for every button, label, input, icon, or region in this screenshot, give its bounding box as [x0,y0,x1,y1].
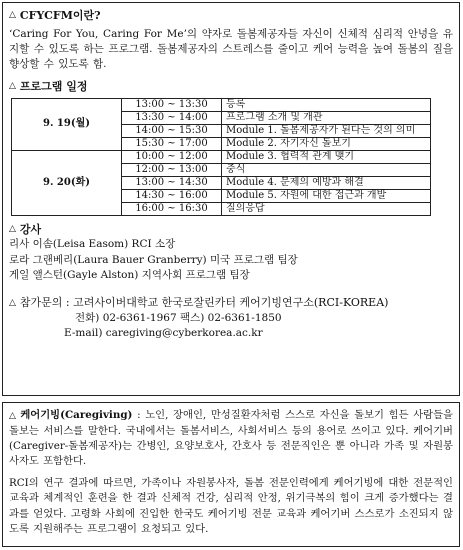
inquiry-label: 참가문의 : [19,296,74,310]
schedule-event: Module 3. 협력적 관계 맺기 [222,150,431,163]
triangle-bullet-icon: △ [9,223,16,234]
instructors-heading [9,222,453,238]
table-row [12,150,431,163]
schedule-time: 13:00 ~ 14:30 [122,176,222,189]
schedule-time: 13:00 ~ 13:30 [122,98,222,111]
schedule-time: 14:00 ~ 15:30 [122,124,222,137]
table-row [12,98,431,111]
inquiry-email: E-mail) caregiving@cyberkorea.ac.kr [64,327,263,340]
program-info-box [2,2,460,396]
schedule-event: 질의응답 [222,202,431,215]
schedule-time: 13:30 ~ 14:00 [122,111,222,124]
schedule-event: 중식 [222,163,431,176]
about-heading [9,8,453,24]
inquiry-phone: 전화) 02-6361-1967 팩스) 02-6361-1850 [75,312,282,325]
instructor-item: 리사 이솜(Leisa Easom) RCI 소장 [9,238,176,251]
schedule-table [11,98,431,216]
schedule-time: 16:00 ~ 16:30 [122,202,222,215]
triangle-bullet-icon: △ [9,10,16,21]
instructor-item: 로라 그랜베리(Laura Bauer Granberry) 미국 프로그램 팀장 [9,253,298,266]
instructor-item: 게일 앨스턴(Gayle Alston) 지역사회 프로그램 팀장 [9,268,250,281]
inquiry-org: 고려사이버대학교 한국로잘린카터 케어기빙연구소(RCI-KOREA) [73,296,389,310]
triangle-bullet-icon: △ [9,411,17,421]
instructors-title: 강사 [19,222,42,236]
triangle-bullet-icon: △ [9,297,16,308]
schedule-event: Module 2. 자기자신 돌보기 [222,137,431,150]
schedule-title: 프로그램 일정 [19,79,88,93]
schedule-time: 12:00 ~ 13:00 [122,163,222,176]
caregiving-box [2,402,460,547]
schedule-time: 10:00 ~ 12:00 [122,150,222,163]
triangle-bullet-icon: △ [9,81,16,92]
schedule-time: 14:30 ~ 16:00 [122,189,222,202]
schedule-event: Module 4. 문제의 예방과 해결 [222,176,431,189]
schedule-time: 15:30 ~ 17:00 [122,137,222,150]
caregiving-definition [9,408,453,470]
schedule-date: 9. 19(월) [12,98,122,150]
schedule-date: 9. 20(화) [12,150,122,215]
about-description: ‘Caring For You, Caring For Me’의 약자로 돌봄제공자들 자신이 신체적 심리적 안녕을 유지할 수 있도록 하는 프로그램. 돌봄제공자의 스트레스를 줄이고 케어 능력을 높여 돌봄의 질을 향상할 수 있도록 함. [9,27,453,71]
about-title: CFYCFM이란? [19,9,101,22]
schedule-event: 등록 [222,98,431,111]
schedule-event: Module 5. 자원에 대한 접근과 개발 [222,189,431,202]
caregiving-research: RCI의 연구 결과에 따르면, 가족이나 자원봉사자, 돌봄 전문인력에게 케어기빙에 대한 전문적인 교육과 체계적인 훈련을 한 결과 신체적 건강, 심리적 안정, 위기극복의 힘이 크게 증가했다는 결과를 얻었다. 고령화 사회에 진입한 한국도 케어기빙 전문 교육과 케어기버 스스로가 소진되지 않도록 지원해주는 프로그램이 요청되고 있다. [9,476,453,536]
caregiving-title: 케어기빙(Caregiving) [20,409,133,421]
schedule-event: 프로그램 소개 및 개관 [222,111,431,124]
inquiry-heading [9,295,453,311]
schedule-event: Module 1. 돌봄제공자가 된다는 것의 의미 [222,124,431,137]
schedule-heading [9,79,453,95]
caregiving-definition-text: : 노인, 장애인, 만성질환자처럼 스스로 자신을 돌보기 힘든 사람들을 돌보는 서비스를 말한다. 국내에서는 돌봄서비스, 사회서비스 등의 용어로 쓰이고 있다. 케어기버(Caregiver-돌봄제공자)는 간병인, 요양보호사, 간호사 등 전문직인은 뿐 아니라 가족 및 자원봉사자도 포함한다. [9,409,453,468]
